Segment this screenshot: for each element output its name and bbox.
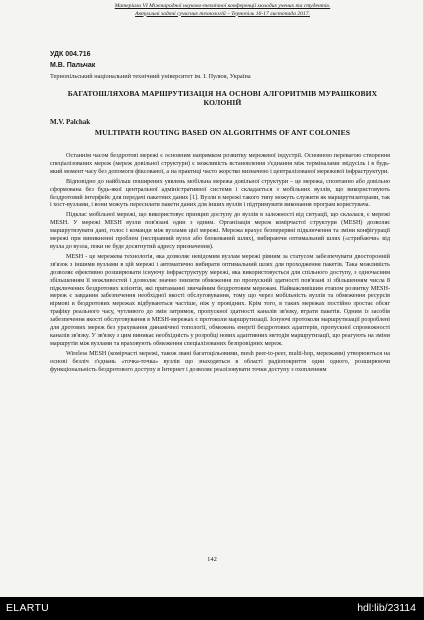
udk-code: УДК 004.716 bbox=[50, 51, 91, 58]
body-paragraph: Підклас мобільної мережі, що використовує принцип доступу до вузлів в залежності від ситуації, що склалася, є мережі MESH. У мережі MESH вузли пов'язані один з одним. Організація мереж комірчастої структури (MESH) дозволяє маршрутизувати дані, голос і команди між вузлами цієї мережі. Мережа врахує безперервні підключення та зміни конфігурації мережі при виникненні проблем (несправний вузол або блокований шлях), вибираючи оптимальний шлях («стрибаючи» від вузла до вузла, поки не буде досягнутий адресу призначення). bbox=[50, 211, 390, 250]
running-header bbox=[50, 3, 395, 18]
repository-name: ELARTU bbox=[6, 602, 50, 614]
page-number: 142 bbox=[207, 556, 217, 563]
paper-title-ukrainian: БАГАТОШЛЯХОВА МАРШРУТИЗАЦІЯ НА ОСНОВІ АЛГОРИТМІВ МУРАШКОВИХ КОЛОНІЙ bbox=[67, 89, 378, 107]
body-paragraph: Останнім часом бездротові мережі є основним напрямком розвитку мережевої індустрії. Основною перевагою створення спеціалізованих мереж (мереж довільної структури) є можливість встановлення з'єднання між терміналами звідусіль і в будь-який момент часу без допомоги фіксованої, а на практиці часто жорстко визначено і централізованої мережевої інфраструктури. bbox=[50, 152, 390, 175]
author-affiliation: Тернопільський національний технічний університет ім. І. Пулюя, Україна bbox=[50, 73, 251, 80]
author-name: М.В. Пальчак bbox=[50, 62, 96, 69]
body-paragraph: Wireless MESH (комірчасті мережі, також звані багатоцільовими, mesh peer-to-peer, multi-hop, мережами) утворюються на основі безліч з'єднань «точка-точка» вузлів що знаходяться в області радіопокриття один одного, розширюючи функціональність бездротового доступу в Інтернет і дозволяє реалізовувати точки доступу з охопленням bbox=[50, 349, 390, 373]
running-header-line-2: Актуальні задачі сучасних технологій – Тернопіль 16-17 листопада 2017. bbox=[135, 10, 310, 17]
handle-identifier[interactable]: hdl:lib/23114 bbox=[357, 602, 416, 614]
repository-footer-bar bbox=[0, 597, 424, 620]
paper-title-english: MULTIPATH ROUTING BASED ON ALGORITHMS OF ANT COLONIES bbox=[94, 128, 351, 137]
body-paragraph: MESH - це мережева технологія, яка дозволяє невідомим вузлам мережі рівним за статусом забезпечувати двосторонній зв'язок з іншими вузлами в цій мережі і автоматично вибирати оптимальний шлях для проходження пакетів. Така можливість дозволяє ефективно розширювати існуючу інфраструктуру мережі, яка використовується для спільного доступу, з одночасним збільшенням її можливостей і дозволяє значно знизити обмеження по пропускній здатності пов'язані зі збільшенням числа 8 підключених бездротових клієнтів, які притаманні звичайним бездротовим мережам. Найважливішим етапом розвитку MESH-мереж є завдання забезпечення необхідної якості обслуговування, тому що через мобільність вузлів та обмеження ресурсів вірмові в бездротових мережах відбуваються частіше, ніж у провідних. Крім того, в таких мережах постійно зростає обсяг трафіку реального часу, чутливого до змін затримок, пропускної здатності каналів зв'язку, втрати пакетів. Одним із засобів забезпечення якості обслуговування в MESH-мережах є протоколи маршрутизації. Існуючі протоколи маршрутизації розроблені для дротових мереж без урахування динамічної топології, обмежень енергії бездротових адаптерів, пропускної спроможності каналів зв'язку. У зв'язку з цим виникає необхідність у розробці нових адаптивних методів маршрутизації, що реагують на зміни маршрутів між вузлами та враховують обмеження спеціалізованих безпровідних мереж. bbox=[50, 252, 390, 347]
paper-body bbox=[50, 152, 390, 375]
body-paragraph: Відповідно до найбільш поширених уявлень мобільна мережа довільної структури – це мережа, спонтанно або довільно сформована без будь-якої центральної адміністративної системи і складається з мобільних вузлів, що використовують бездротовий інтерфейс для передачі пакетних даних [1]. Вузли в мережі такого типу можуть служити як маршрутизаторами, так і хост-вузлами, і вони можуть пересилати пакети даних для інших вузлів і підтримувати виконання програм користувача. bbox=[50, 177, 390, 209]
author-name-english: M.V. Palchak bbox=[50, 118, 91, 126]
running-header-line-1: Матеріали VI Міжнародної науково-технічної конференції молодих учених та студентів. bbox=[114, 3, 331, 9]
